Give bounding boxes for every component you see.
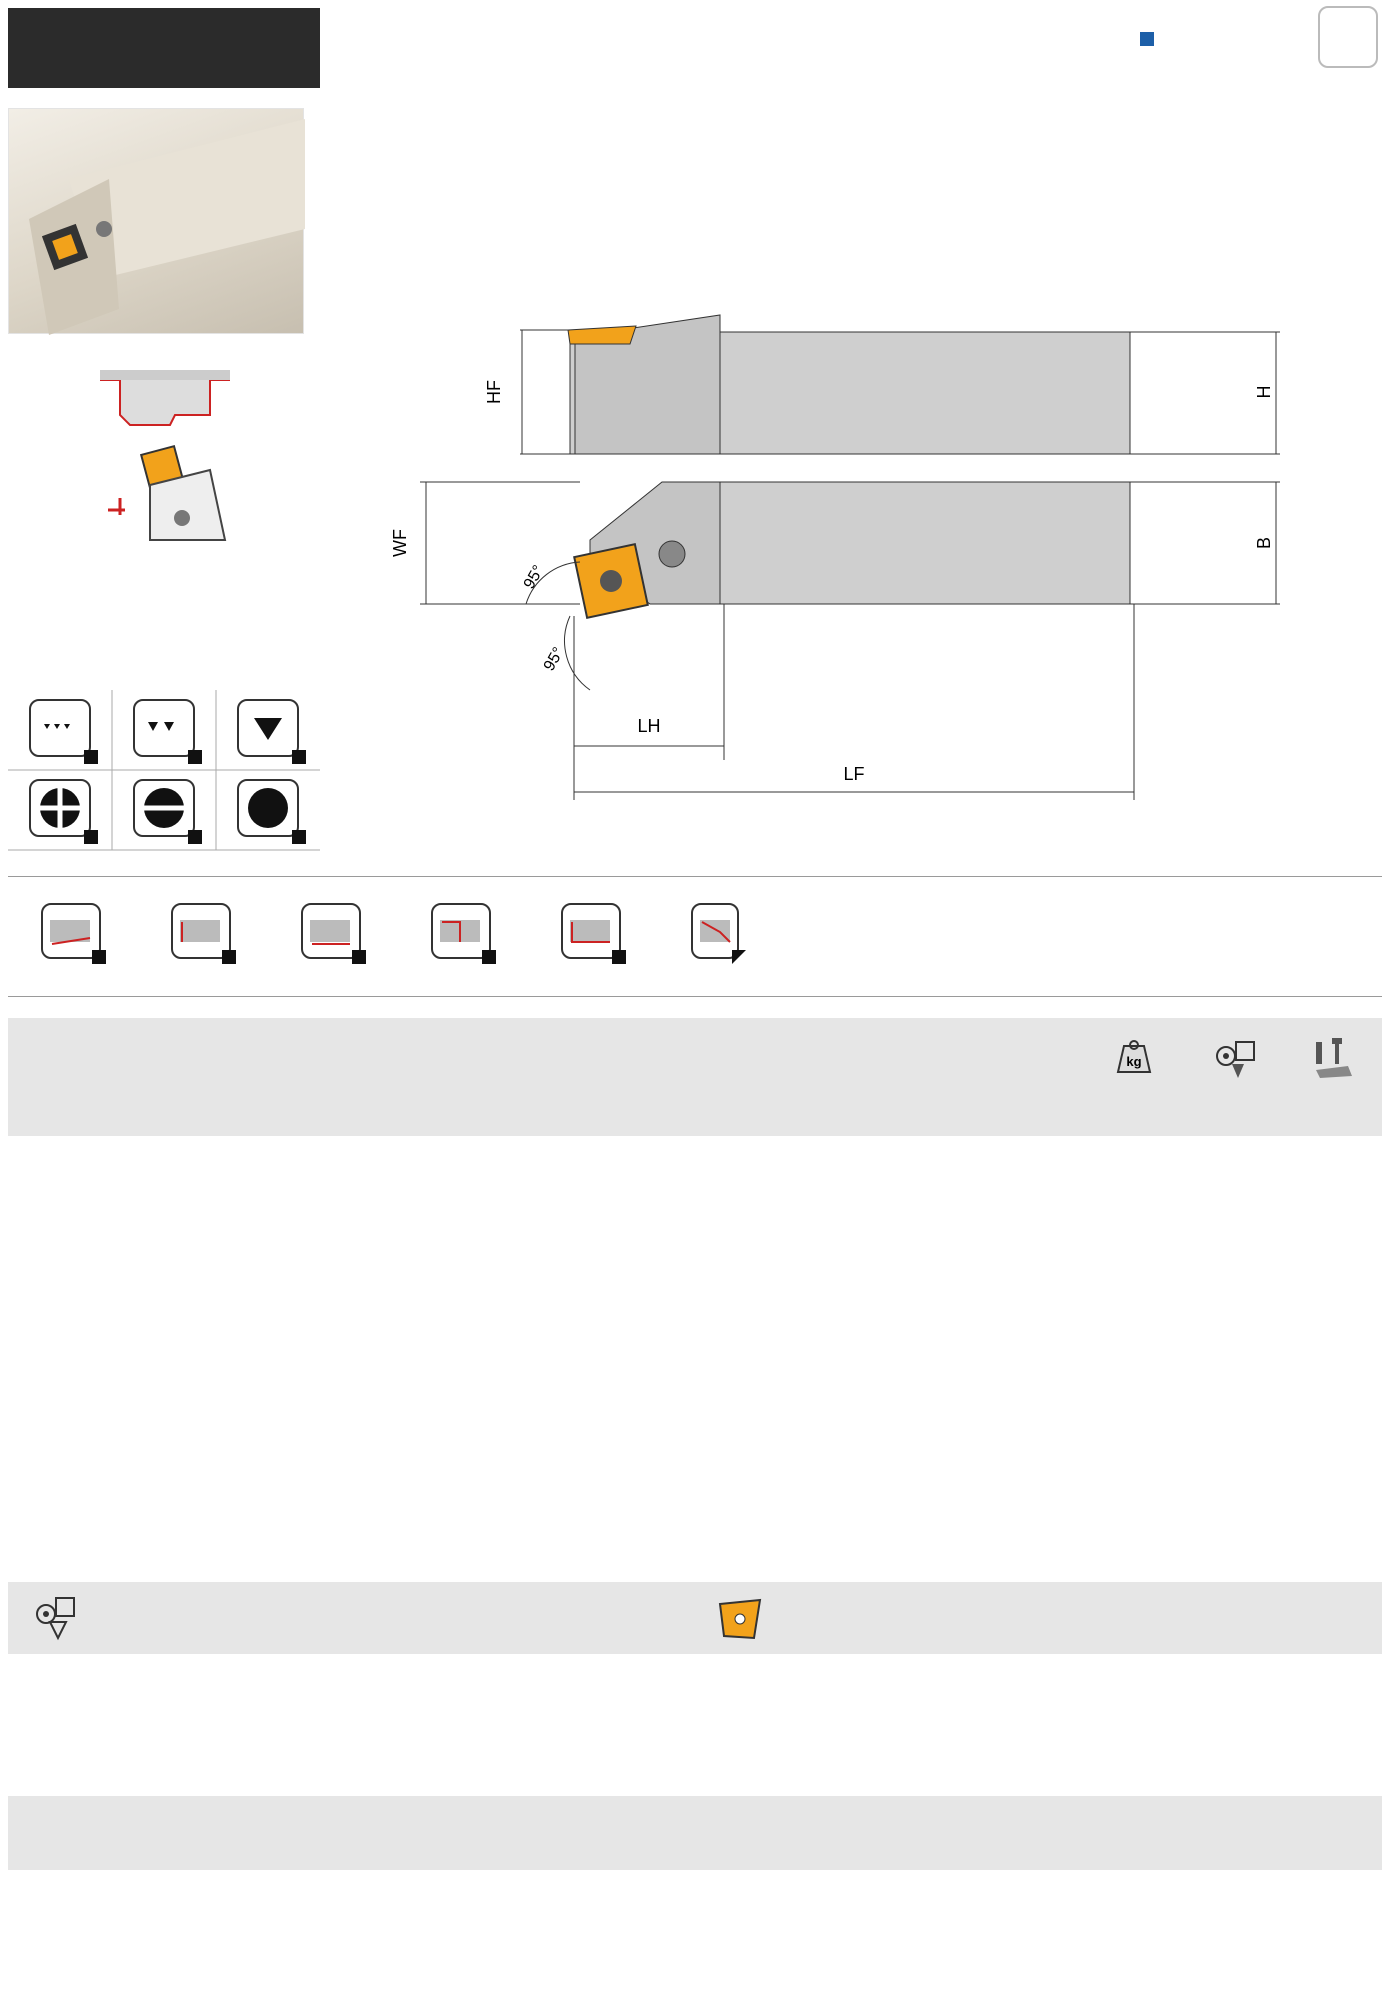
dim-label-wf: WF xyxy=(390,529,410,557)
angle-label-2: 95° xyxy=(540,644,568,674)
dim-label-lh: LH xyxy=(637,716,661,736)
weight-icon xyxy=(1116,1040,1152,1074)
insert-cn-icon xyxy=(718,1598,762,1642)
spare-parts-header xyxy=(8,1796,1382,1870)
divider xyxy=(8,876,1382,877)
toolholder-photo xyxy=(8,108,304,334)
brand-icon xyxy=(1140,32,1154,46)
table-header xyxy=(8,1018,1382,1136)
product-title xyxy=(8,8,320,88)
divider xyxy=(8,996,1382,997)
dim-label-hf: HF xyxy=(484,380,504,404)
insert-geometry-icon xyxy=(34,1596,78,1640)
insert-section-header xyxy=(8,1582,1382,1654)
chipbreaker-grid xyxy=(8,690,320,850)
page-letter-badge xyxy=(1318,6,1378,68)
technical-drawing xyxy=(390,300,1320,810)
dim-label-h: H xyxy=(1254,385,1274,399)
operation-icons xyxy=(40,902,740,972)
insert-geometry-icon xyxy=(1214,1040,1258,1080)
brand-logo xyxy=(1140,28,1157,51)
svg-text:kg: kg xyxy=(1126,1054,1142,1069)
dim-label-lf: LF xyxy=(843,764,865,784)
dim-label-b: B xyxy=(1254,536,1274,550)
angle-label-1: 95° xyxy=(520,562,548,592)
operation-sketch xyxy=(90,370,240,550)
spare-parts-icon xyxy=(1312,1036,1356,1080)
